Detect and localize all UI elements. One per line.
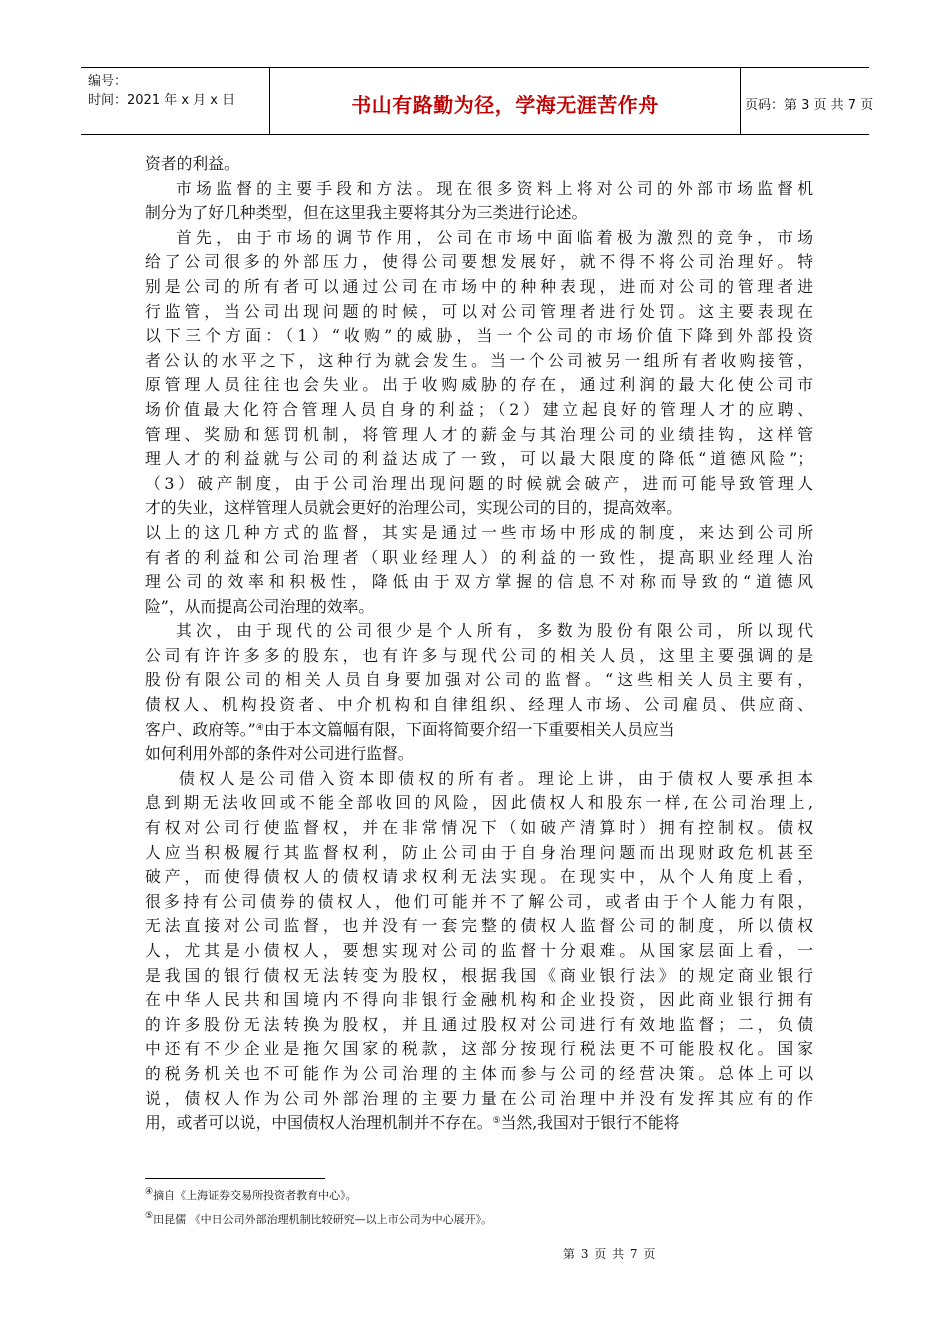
body-line: 别是公司的所有者可以通过公司在市场中的种种表现，进而对公司的管理者进 <box>145 276 813 296</box>
body-line: 行监管，当公司出现问题的时候，可以对公司管理者进行处罚。这主要表现在 <box>145 301 813 321</box>
body-line: 场价值最大化符合管理人员自身的利益；（2）建立起良好的管理人才的应聘、 <box>145 399 813 419</box>
footnote <box>145 1187 357 1203</box>
footnote-ref: ⑤ <box>492 1116 501 1127</box>
footnote-text: 田昆儒 《中日公司外部治理机制比较研究—以上市公司为中心展开》。 <box>153 1213 493 1226</box>
body-line: 说，债权人作为公司外部治理的主要力量在公司治理中并没有发挥其应有的作 <box>145 1088 813 1108</box>
body-line: 市场监督的主要手段和方法。现在很多资料上将对公司的外部市场监督机 <box>176 178 813 198</box>
body-line: 以上的这几种方式的监督，其实是通过一些市场中形成的制度，来达到公司所 <box>145 522 813 542</box>
body-line: 无法直接对公司监督，也并没有一套完整的债权人监督公司的制度，所以债权 <box>145 916 813 936</box>
page-footer: 第 3 页 共 7 页 <box>563 1247 657 1261</box>
body-line-part: 当然,我国对于银行不能将 <box>500 1113 680 1133</box>
body-line: 其次，由于现代的公司很少是个人所有，多数为股份有限公司，所以现代 <box>176 621 813 641</box>
body-line: 理人才的利益就与公司的利益达成了一致，可以最大限度的降低“道德风险”； <box>145 449 813 469</box>
body-line: 资者的利益。 <box>145 154 240 173</box>
body-line: 的税务机关也不可能作为公司治理的主体而参与公司的经营决策。总体上可以 <box>145 1063 813 1083</box>
body-line: 给了公司很多的外部压力，使得公司要想发展好，就不得不将公司治理好。特 <box>145 252 813 272</box>
footnote-ref: ④ <box>255 722 264 733</box>
body-line: 制分为了好几种类型，但在这里我主要将其分为三类进行论述。 <box>145 203 588 223</box>
body-line: 首先，由于市场的调节作用，公司在市场中面临着极为激烈的竞争，市场 <box>176 227 813 247</box>
body-line: （3）破产制度，由于公司治理出现问题的时候就会破产，进而可能导致管理人 <box>145 473 813 493</box>
body-line: 债权人、机构投资者、中介机构和自律组织、经理人市场、公司雇员、供应商、 <box>145 695 813 715</box>
document-number: 编号： <box>88 74 128 89</box>
body-line-part: 用，或者可以说，中国债权人治理机制并不存在。 <box>145 1113 493 1133</box>
document-date: 时间：2021 年 x 月 x 日 <box>88 93 236 108</box>
body-line <box>145 1111 813 1136</box>
body-line: 管理、奖励和惩罚机制，将管理人才的薪金与其治理公司的业绩挂钩，这样管 <box>145 424 813 444</box>
header-meta <box>81 68 270 134</box>
body-line: 有者的利益和公司治理者（职业经理人）的利益的一致性，提高职业经理人治 <box>145 547 813 567</box>
body-line-part: 由于本文篇幅有限，下面将简要介绍一下重要相关人员应当 <box>263 719 675 739</box>
body-line: 理公司的效率和积极性，降低由于双方掌握的信息不对称而导致的“道德风 <box>145 572 813 592</box>
body-line: 人，尤其是小债权人，要想实现对公司的监督十分艰难。从国家层面上看，一 <box>145 941 813 960</box>
page-header <box>81 67 874 135</box>
body-text <box>145 152 813 1136</box>
body-line: 的许多股份无法转换为股权，并且通过股权对公司进行有效地监督；二，负债 <box>145 1014 813 1034</box>
header-page-number: 页码：第 3 页 共 7 页 <box>745 97 874 113</box>
body-line: 破产，而使得债权人的债权请求权利无法实现。在现实中，从个人角度上看， <box>145 867 813 887</box>
footnote-mark: ⑤ <box>145 1211 154 1221</box>
header-motto: 书山有路勤为径，学海无涯苦作舟 <box>351 92 659 117</box>
footnote-text: 摘自《上海证券交易所投资者教育中心》。 <box>153 1189 357 1202</box>
body-line: 原管理人员往往也会失业。出于收购威胁的存在，通过利润的最大化使公司市 <box>145 375 813 395</box>
body-line-part: 客户、政府等。” <box>145 719 256 739</box>
body-line: 才的失业，这样管理人员就会更好的治理公司，实现公司的目的，提高效率。 <box>145 498 683 518</box>
header-page-cell <box>741 68 874 134</box>
footnote <box>145 1211 492 1227</box>
body-line <box>145 718 813 743</box>
body-line: 者公认的水平之下，这种行为就会发生。当一个公司被另一组所有者收购接管， <box>145 350 813 370</box>
body-line: 人应当积极履行其监督权利，防止公司由于自身治理问题而出现财政危机甚至 <box>145 842 813 862</box>
body-line: 公司有许许多多的股东，也有许多与现代公司的相关人员，这里主要强调的是 <box>145 645 813 665</box>
footnote-separator <box>145 1178 325 1179</box>
body-line: 如何利用外部的条件对公司进行监督。 <box>145 744 414 764</box>
body-line: 很多持有公司债券的债权人，他们可能并不了解公司，或者由于个人能力有限， <box>145 891 813 911</box>
body-line: 以下三个方面：（1）“收购”的威胁，当一个公司的市场价值下降到外部投资 <box>145 326 813 346</box>
header-motto-cell <box>270 68 741 134</box>
footnote-mark: ④ <box>145 1187 154 1197</box>
body-line: 有权对公司行使监督权，并在非常情况下（如破产清算时）拥有控制权。债权 <box>145 818 813 838</box>
body-line: 股份有限公司的相关人员自身要加强对公司的监督。“这些相关人员主要有， <box>145 670 813 690</box>
body-line: 是我国的银行债权无法转变为股权，根据我国《商业银行法》的规定商业银行 <box>145 965 813 985</box>
body-line: 在中华人民共和国境内不得向非银行金融机构和企业投资，因此商业银行拥有 <box>145 990 813 1010</box>
body-line: 中还有不少企业是拖欠国家的税款，这部分按现行税法更不可能股权化。国家 <box>145 1039 813 1059</box>
body-line: 险”，从而提高公司治理的效率。 <box>145 596 375 616</box>
body-line: 息到期无法收回或不能全部收回的风险，因此债权人和股东一样,在公司治理上, <box>145 793 813 813</box>
body-line: 债权人是公司借入资本即债权的所有者。理论上讲，由于债权人要承担本 <box>179 768 813 788</box>
